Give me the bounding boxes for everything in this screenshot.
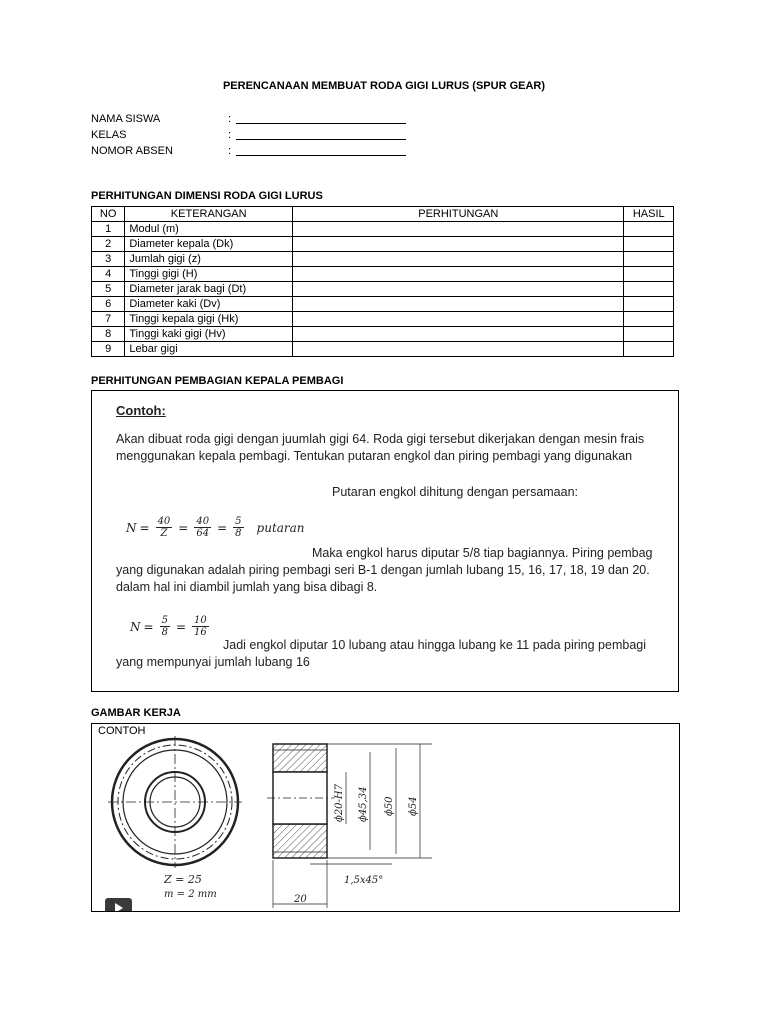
example-paragraph-1 [116, 545, 679, 596]
calculation-cell[interactable] [293, 327, 624, 342]
root-dimension: ϕ50 [384, 796, 395, 816]
student-identity-block [91, 111, 406, 159]
table-header-row [92, 207, 674, 222]
table-row [92, 267, 674, 282]
fraction [194, 516, 211, 539]
table-row [92, 327, 674, 342]
result-cell[interactable] [624, 252, 674, 267]
equals-sign: = [139, 520, 150, 535]
numerator: 5 [235, 516, 242, 527]
result-cell[interactable] [624, 267, 674, 282]
numerator: 5 [161, 615, 168, 626]
calculation-cell[interactable] [293, 267, 624, 282]
numerator: 40 [157, 516, 171, 527]
calculation-cell[interactable] [293, 312, 624, 327]
calculation-cell[interactable] [293, 342, 624, 357]
colon: : [228, 113, 232, 125]
row-description: Tinggi gigi (H) [125, 267, 293, 282]
working-drawing-box [91, 723, 680, 912]
pitch-dimension: ϕ45,34 [358, 786, 369, 822]
dimension-table [91, 206, 674, 357]
paragraph-line: yang mempunyai jumlah lubang 16 [116, 655, 310, 669]
gear-front-view [108, 736, 242, 868]
row-description: Tinggi kepala gigi (Hk) [125, 312, 293, 327]
dimension-section-heading: PERHITUNGAN DIMENSI RODA GIGI LURUS [91, 190, 323, 202]
student-name-label: NAMA SISWA [91, 113, 161, 125]
equals-sign: = [143, 619, 154, 634]
table-row [92, 252, 674, 267]
fraction [156, 516, 173, 539]
colon: : [228, 145, 232, 157]
calculation-cell[interactable] [293, 282, 624, 297]
table-row [92, 222, 674, 237]
formula-unit: putaran [256, 520, 305, 535]
equals-sign: = [217, 520, 228, 535]
row-number: 2 [92, 237, 125, 252]
table-row [92, 342, 674, 357]
paragraph-line: dalam hal ini diambil jumlah yang bisa dibagi 8. [116, 580, 378, 594]
paragraph-line-text: Maka engkol harus diputar 5/8 tiap bagiannya. Piring pembag [312, 546, 653, 560]
row-description: Lebar gigi [125, 342, 293, 357]
numerator: 40 [196, 516, 210, 527]
division-example-box [91, 390, 679, 692]
row-number: 7 [92, 312, 125, 327]
fraction [160, 615, 170, 638]
denominator: 8 [161, 627, 168, 638]
fraction [192, 615, 209, 638]
equals-sign: = [175, 619, 186, 634]
row-description: Modul (m) [125, 222, 293, 237]
example-heading: Contoh: [116, 403, 166, 418]
gear-section-view [267, 744, 334, 858]
division-section-heading: PERHITUNGAN PEMBAGIAN KEPALA PEMBAGI [91, 375, 344, 387]
width-dimension: 20 [294, 894, 307, 905]
paragraph-line: yang digunakan adalah piring pembagi seri B-1 dengan jumlah lubang 15, 16, 17, 18, 19 dan 20. [116, 563, 650, 577]
crank-formula [126, 516, 305, 539]
table-row [92, 237, 674, 252]
row-number: 6 [92, 297, 125, 312]
student-name-row [91, 111, 406, 127]
absence-number-label: NOMOR ABSEN [91, 145, 173, 157]
row-description: Diameter jarak bagi (Dt) [125, 282, 293, 297]
outer-dimension: ϕ54 [408, 796, 419, 816]
calculation-cell[interactable] [293, 222, 624, 237]
row-number: 4 [92, 267, 125, 282]
row-number: 3 [92, 252, 125, 267]
column-header-result: HASIL [624, 207, 674, 222]
paragraph-line [116, 545, 679, 562]
result-cell[interactable] [624, 327, 674, 342]
bore-dimension: ϕ20-H7 [334, 783, 345, 822]
equals-sign: = [178, 520, 189, 535]
table-row [92, 312, 674, 327]
paragraph-line-text: Jadi engkol diputar 10 lubang atau hingga lubang ke 11 pada piring pembagi [223, 638, 647, 652]
calculation-cell[interactable] [293, 237, 624, 252]
teeth-annotation: Z = 25 [164, 873, 202, 886]
formula-lhs: N [130, 619, 141, 634]
column-header-description: KETERANGAN [125, 207, 293, 222]
formula-lead: Putaran engkol dihitung dengan persamaan: [332, 485, 579, 499]
numerator: 10 [194, 615, 207, 626]
class-row [91, 127, 406, 143]
class-label: KELAS [91, 129, 127, 141]
absence-number-field[interactable] [236, 143, 406, 156]
example-paragraph-2 [116, 637, 679, 671]
absence-number-row [91, 143, 406, 159]
paragraph-line [116, 637, 679, 654]
result-cell[interactable] [624, 222, 674, 237]
intro-line: Akan dibuat roda gigi dengan juumlah gigi 64. Roda gigi tersebut dikerjakan dengan mesin frais [116, 432, 645, 446]
row-number: 8 [92, 327, 125, 342]
denominator: 8 [235, 528, 242, 539]
colon: : [228, 129, 232, 141]
denominator: Z [160, 528, 168, 539]
drawing-label: CONTOH [98, 725, 146, 737]
intro-line: menggunakan kepala pembagi. Tentukan putaran engkol dan piring pembagi yang digunakan [116, 449, 633, 463]
table-row [92, 282, 674, 297]
hatched-tooth-lower [273, 824, 327, 858]
result-cell[interactable] [624, 297, 674, 312]
denominator: 64 [196, 528, 210, 539]
row-number: 9 [92, 342, 125, 357]
row-description: Jumlah gigi (z) [125, 252, 293, 267]
denominator: 16 [194, 627, 207, 638]
class-field[interactable] [236, 127, 406, 140]
play-icon [115, 903, 123, 912]
row-number: 5 [92, 282, 125, 297]
column-header-no: NO [92, 207, 125, 222]
column-header-calculation: PERHITUNGAN [293, 207, 624, 222]
row-number: 1 [92, 222, 125, 237]
chamfer-dimension: 1,5x45° [344, 875, 384, 886]
calculation-cell[interactable] [293, 252, 624, 267]
result-cell[interactable] [624, 282, 674, 297]
hole-formula [130, 615, 212, 638]
student-name-field[interactable] [236, 111, 406, 124]
formula-lhs: N [126, 520, 137, 535]
result-cell[interactable] [624, 342, 674, 357]
result-cell[interactable] [624, 237, 674, 252]
row-description: Tinggi kaki gigi (Hv) [125, 327, 293, 342]
result-cell[interactable] [624, 312, 674, 327]
play-button[interactable] [105, 898, 132, 912]
row-description: Diameter kaki (Dv) [125, 297, 293, 312]
calculation-cell[interactable] [293, 297, 624, 312]
row-description: Diameter kepala (Dk) [125, 237, 293, 252]
drawing-section-heading: GAMBAR KERJA [91, 707, 181, 719]
fraction [233, 516, 243, 539]
page-title: PERENCANAAN MEMBUAT RODA GIGI LURUS (SPUR GEAR) [222, 80, 546, 92]
hatched-tooth-upper [273, 744, 327, 772]
gear-technical-drawing [102, 736, 442, 911]
example-intro [116, 431, 679, 465]
table-row [92, 297, 674, 312]
module-annotation: m = 2 mm [164, 889, 217, 900]
